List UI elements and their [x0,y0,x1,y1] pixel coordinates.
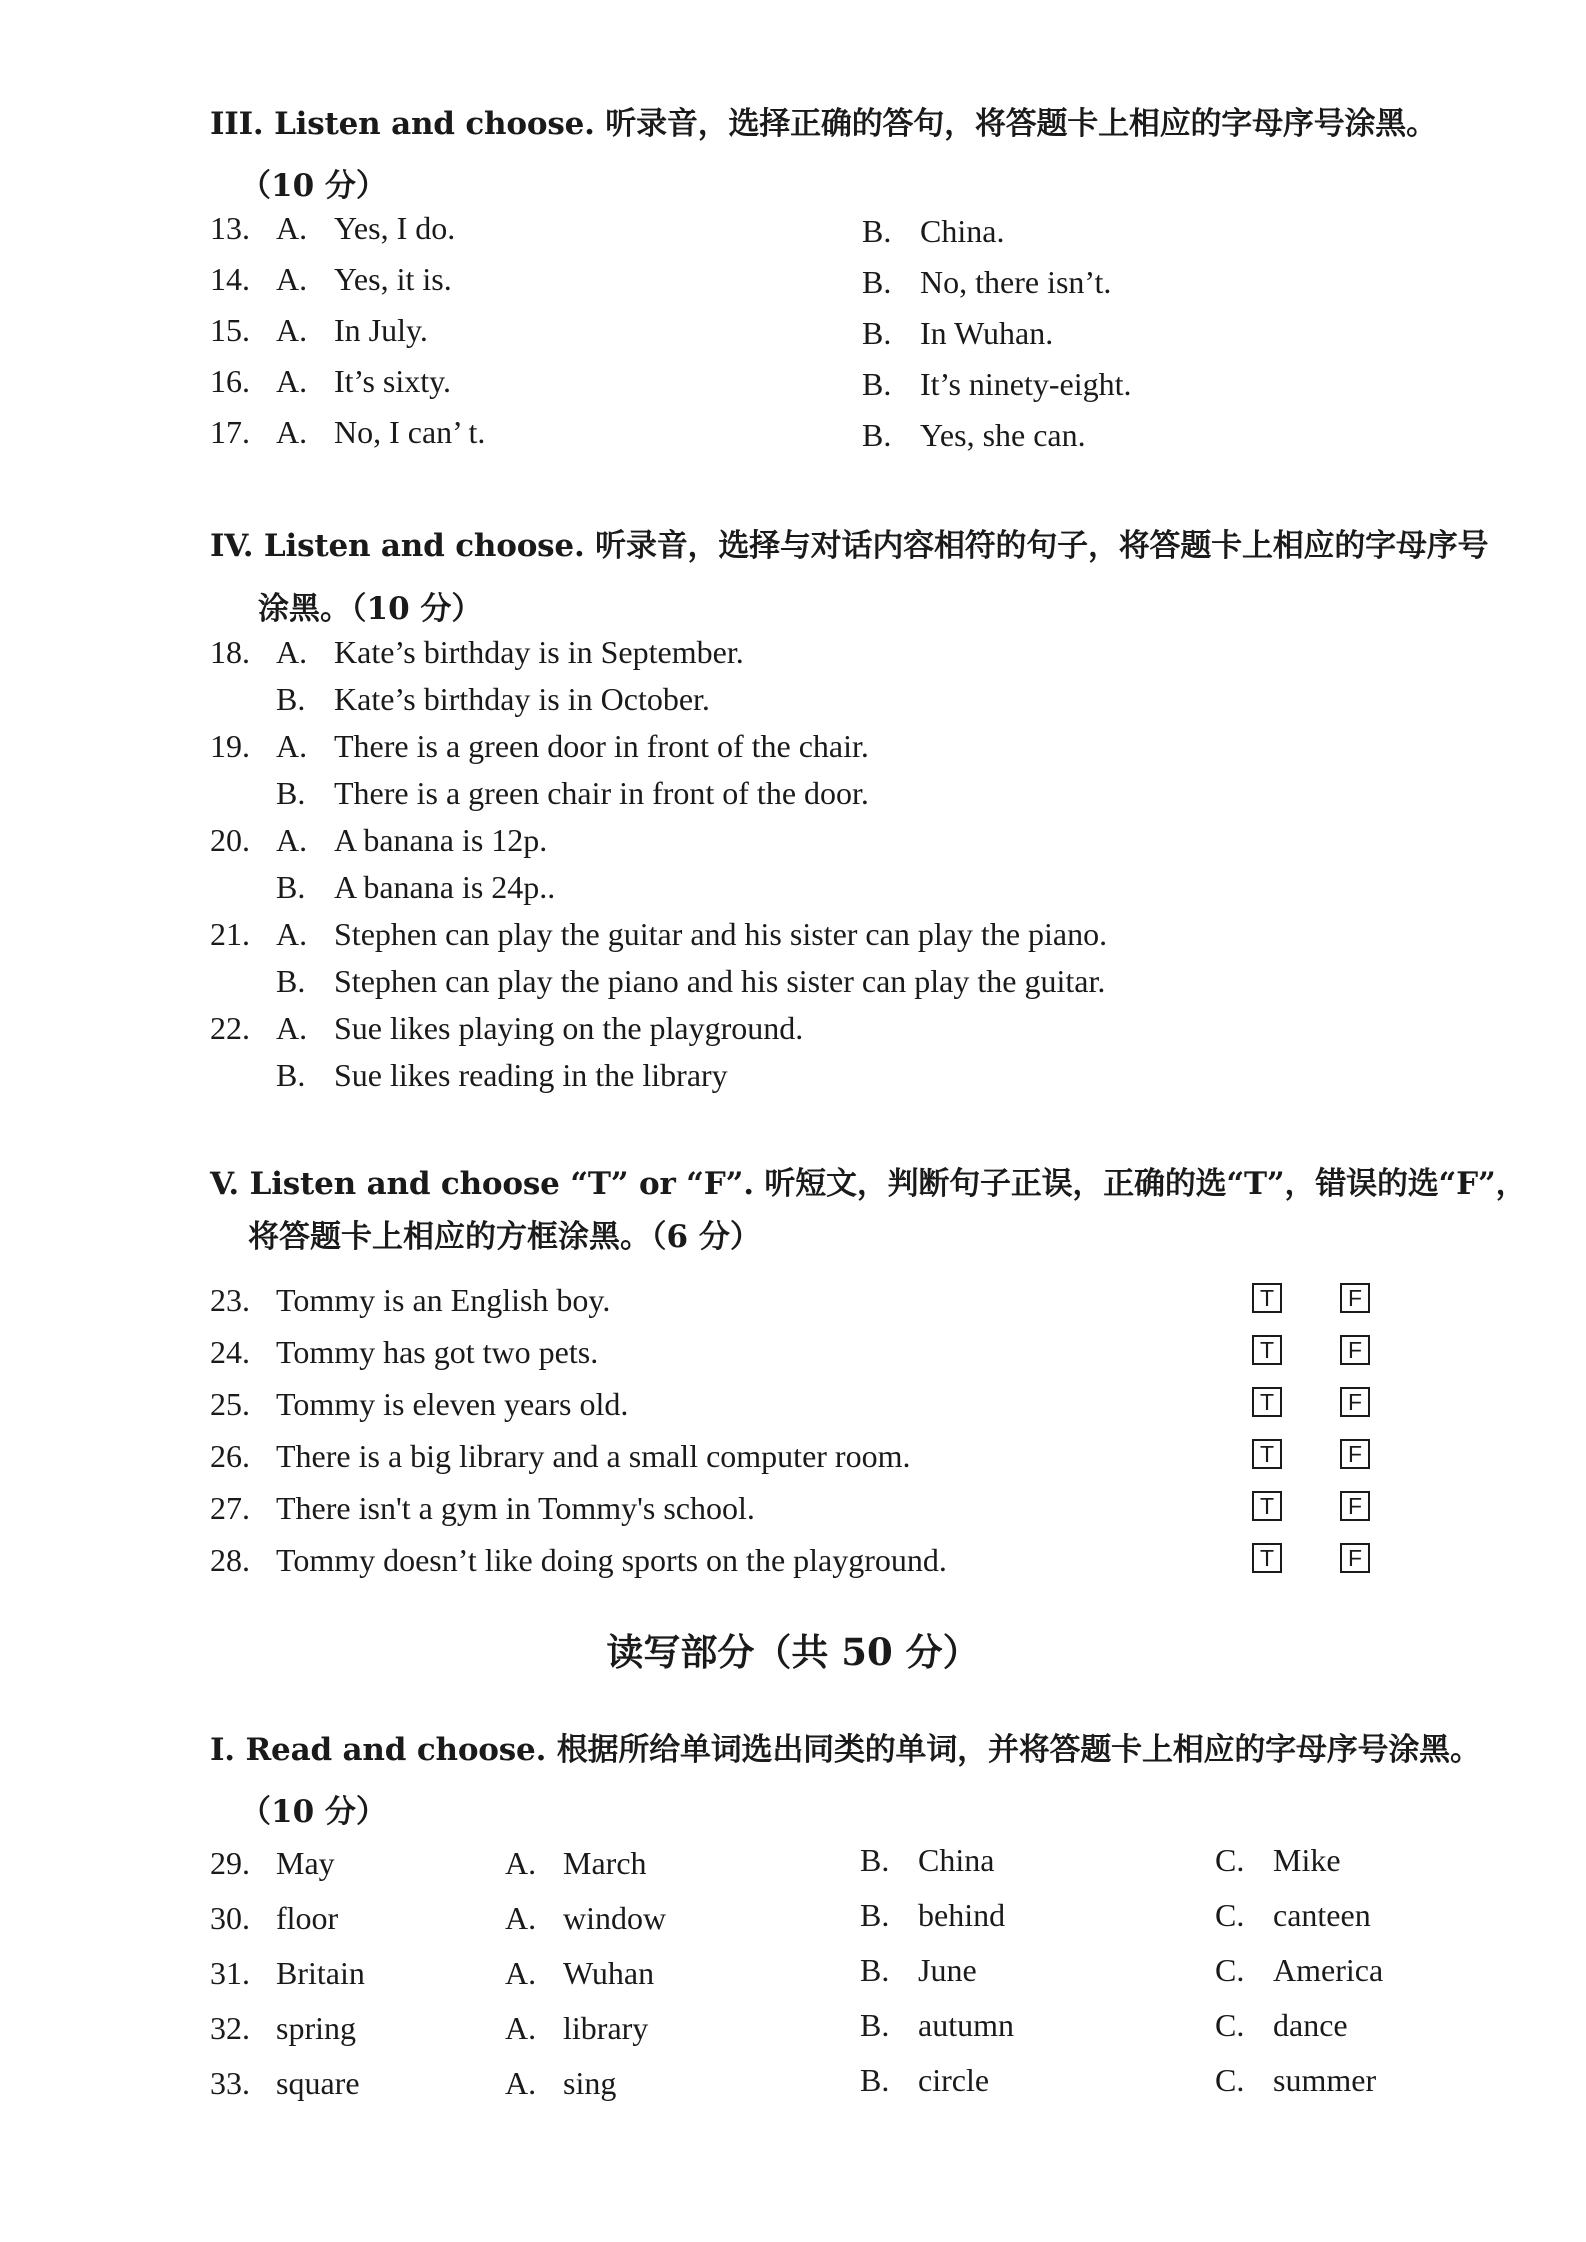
statement-text: Tommy has got two pets. [276,1334,599,1370]
question-number: 19. [210,728,250,764]
option-a-text: Yes, I do. [334,210,456,246]
question-29-option-b [860,1842,994,1879]
statement-text: Tommy is eleven years old. [276,1386,629,1422]
option-a-label: A. [276,210,308,246]
section-5-heading: V. Listen and choose “T” or “F”. 听短文，判断句子正误，正确的选“T”，错误的选“F”， [210,1166,1527,1202]
option-a-text: March [563,1845,647,1881]
question-21-option-a [210,916,1107,953]
option-a-text: Yes, it is. [334,261,452,297]
false-checkbox[interactable]: F [1340,1335,1370,1365]
false-checkbox[interactable]: F [1340,1387,1370,1417]
given-word: square [276,2065,360,2101]
question-number: 27. [210,1490,250,1526]
option-a-text: No, I can’ t. [334,414,486,450]
option-a-text: Kate’s birthday is in September. [334,634,744,670]
option-a-text: A banana is 12p. [334,822,548,858]
option-c-text: summer [1273,2062,1377,2098]
option-a-text: It’s sixty. [334,363,452,399]
question-29-word [210,1845,335,1882]
statement-26 [210,1438,910,1475]
statement-text: There isn't a gym in Tommy's school. [276,1490,755,1526]
option-a-label: A. [276,414,308,450]
option-b-text: June [918,1952,977,1988]
option-b-label: B. [860,2062,890,2098]
question-19-option-a [210,728,869,765]
statement-24 [210,1334,598,1371]
option-b-label: B. [862,417,892,453]
given-word: May [276,1845,335,1881]
false-checkbox[interactable]: F [1340,1543,1370,1573]
question-22-option-a [210,1010,803,1047]
option-b-label: B. [276,963,306,999]
question-number: 17. [210,414,250,450]
question-32-option-a [505,2010,648,2047]
option-b-text: China. [920,213,1005,249]
option-b-label: B. [860,1952,890,1988]
option-a-label: A. [276,363,308,399]
option-a-text: In July. [334,312,428,348]
question-number: 24. [210,1334,250,1370]
question-31-option-a [505,1955,654,1992]
question-29-option-a [505,1845,647,1882]
false-checkbox[interactable]: F [1340,1439,1370,1469]
option-a-label: A. [276,728,308,764]
option-a-label: A. [276,312,308,348]
option-c-text: dance [1273,2007,1348,2043]
option-b-text: No, there isn’t. [920,264,1112,300]
option-c-label: C. [1215,2062,1245,2098]
question-30-option-c [1215,1897,1371,1934]
option-c-text: America [1273,1952,1384,1988]
question-18-option-b [276,681,710,718]
question-15-option-b [862,315,1053,352]
option-c-text: canteen [1273,1897,1371,1933]
question-number: 25. [210,1386,250,1422]
question-30-option-b [860,1897,1005,1934]
option-b-label: B. [862,264,892,300]
question-number: 26. [210,1438,250,1474]
section-4-heading-cont: 涂黑。（10 分） [258,591,483,627]
option-a-label: A. [276,634,308,670]
section-3-heading: III. Listen and choose. 听录音，选择正确的答句，将答题卡上相应的字母序号涂黑。 [210,106,1437,142]
option-a-text: Stephen can play the guitar and his sister can play the piano. [334,916,1108,952]
question-31-option-c [1215,1952,1383,1989]
given-word: floor [276,1900,339,1936]
option-a-text: Wuhan [563,1955,655,1991]
question-21-option-b [276,963,1105,1000]
option-a-label: A. [276,916,308,952]
given-word: Britain [276,1955,365,1991]
true-checkbox[interactable]: T [1252,1387,1282,1417]
option-a-text: sing [563,2065,617,2101]
option-b-label: B. [860,1842,890,1878]
question-30-option-a [505,1900,666,1937]
option-a-label: A. [505,1900,537,1936]
true-checkbox[interactable]: T [1252,1439,1282,1469]
question-19-option-b [276,775,869,812]
question-number: 22. [210,1010,250,1046]
option-b-label: B. [860,1897,890,1933]
question-number: 21. [210,916,250,952]
true-checkbox[interactable]: T [1252,1491,1282,1521]
question-number: 29. [210,1845,250,1881]
question-31-option-b [860,1952,977,1989]
false-checkbox[interactable]: F [1340,1491,1370,1521]
question-32-word [210,2010,356,2047]
false-checkbox[interactable]: F [1340,1283,1370,1313]
question-number: 18. [210,634,250,670]
option-b-text: Yes, she can. [920,417,1086,453]
question-14 [210,261,452,298]
option-c-label: C. [1215,1842,1245,1878]
option-a-text: window [563,1900,667,1936]
statement-text: There is a big library and a small computer room. [276,1438,911,1474]
question-32-option-b [860,2007,1014,2044]
statement-27 [210,1490,755,1527]
question-33-option-a [505,2065,616,2102]
option-b-text: China [918,1842,995,1878]
question-number: 16. [210,363,250,399]
question-number: 13. [210,210,250,246]
question-number: 30. [210,1900,250,1936]
question-number: 23. [210,1282,250,1318]
option-a-label: A. [276,822,308,858]
question-number: 20. [210,822,250,858]
option-c-label: C. [1215,1897,1245,1933]
question-15 [210,312,428,349]
option-b-label: B. [276,869,306,905]
option-b-text: Sue likes reading in the library [334,1057,728,1093]
option-a-text: library [563,2010,649,2046]
option-b-text: In Wuhan. [920,315,1054,351]
option-c-text: Mike [1273,1842,1341,1878]
section-5-heading-cont: 将答题卡上相应的方框涂黑。（6 分） [248,1219,761,1255]
part-title: 读写部分（共 50 分） [606,1630,980,1674]
question-17-option-b [862,417,1086,454]
option-b-label: B. [276,681,306,717]
option-b-text: Stephen can play the piano and his sister can play the guitar. [334,963,1106,999]
question-number: 31. [210,1955,250,1991]
statement-28 [210,1542,947,1579]
option-a-label: A. [505,2065,537,2101]
option-a-label: A. [505,1955,537,1991]
option-c-label: C. [1215,2007,1245,2043]
statement-text: Tommy is an English boy. [276,1282,611,1318]
option-b-text: circle [918,2062,990,2098]
option-b-text: Kate’s birthday is in October. [334,681,710,717]
option-b-text: It’s ninety-eight. [920,366,1132,402]
true-checkbox[interactable]: T [1252,1543,1282,1573]
option-a-text: Sue likes playing on the playground. [334,1010,804,1046]
question-20-option-b [276,869,555,906]
option-b-label: B. [862,315,892,351]
option-a-label: A. [505,1845,537,1881]
option-a-label: A. [276,1010,308,1046]
rw-section-1-heading: I. Read and choose. 根据所给单词选出同类的单词，并将答题卡上相应的字母序号涂黑。 [210,1732,1481,1768]
question-13 [210,210,455,247]
statement-text: Tommy doesn’t like doing sports on the playground. [276,1542,947,1578]
question-32-option-c [1215,2007,1348,2044]
rw-section-1-points: （10 分） [240,1794,387,1830]
question-22-option-b [276,1057,728,1094]
question-number: 15. [210,312,250,348]
question-13-option-b [862,213,1004,250]
true-checkbox[interactable]: T [1252,1283,1282,1313]
option-b-label: B. [862,366,892,402]
option-b-text: There is a green chair in front of the door. [334,775,869,811]
question-30-word [210,1900,338,1937]
question-16 [210,363,451,400]
question-number: 32. [210,2010,250,2046]
question-16-option-b [862,366,1132,403]
option-a-label: A. [276,261,308,297]
question-33-option-c [1215,2062,1376,2099]
question-33-word [210,2065,360,2102]
question-33-option-b [860,2062,989,2099]
option-b-label: B. [276,1057,306,1093]
statement-23 [210,1282,610,1319]
option-b-label: B. [860,2007,890,2043]
question-14-option-b [862,264,1111,301]
section-3-points: （10 分） [240,168,387,204]
question-number: 14. [210,261,250,297]
true-checkbox[interactable]: T [1252,1335,1282,1365]
section-4-heading: IV. Listen and choose. 听录音，选择与对话内容相符的句子，将答题卡上相应的字母序号 [210,528,1489,564]
question-20-option-a [210,822,547,859]
option-b-label: B. [276,775,306,811]
option-b-text: behind [918,1897,1006,1933]
statement-25 [210,1386,628,1423]
option-b-label: B. [862,213,892,249]
option-b-text: autumn [918,2007,1014,2043]
option-a-text: There is a green door in front of the chair. [334,728,869,764]
question-number: 33. [210,2065,250,2101]
question-29-option-c [1215,1842,1341,1879]
question-18-option-a [210,634,744,671]
question-number: 28. [210,1542,250,1578]
option-b-text: A banana is 24p.. [334,869,556,905]
option-c-label: C. [1215,1952,1245,1988]
given-word: spring [276,2010,356,2046]
question-31-word [210,1955,365,1992]
question-17 [210,414,485,451]
option-a-label: A. [505,2010,537,2046]
